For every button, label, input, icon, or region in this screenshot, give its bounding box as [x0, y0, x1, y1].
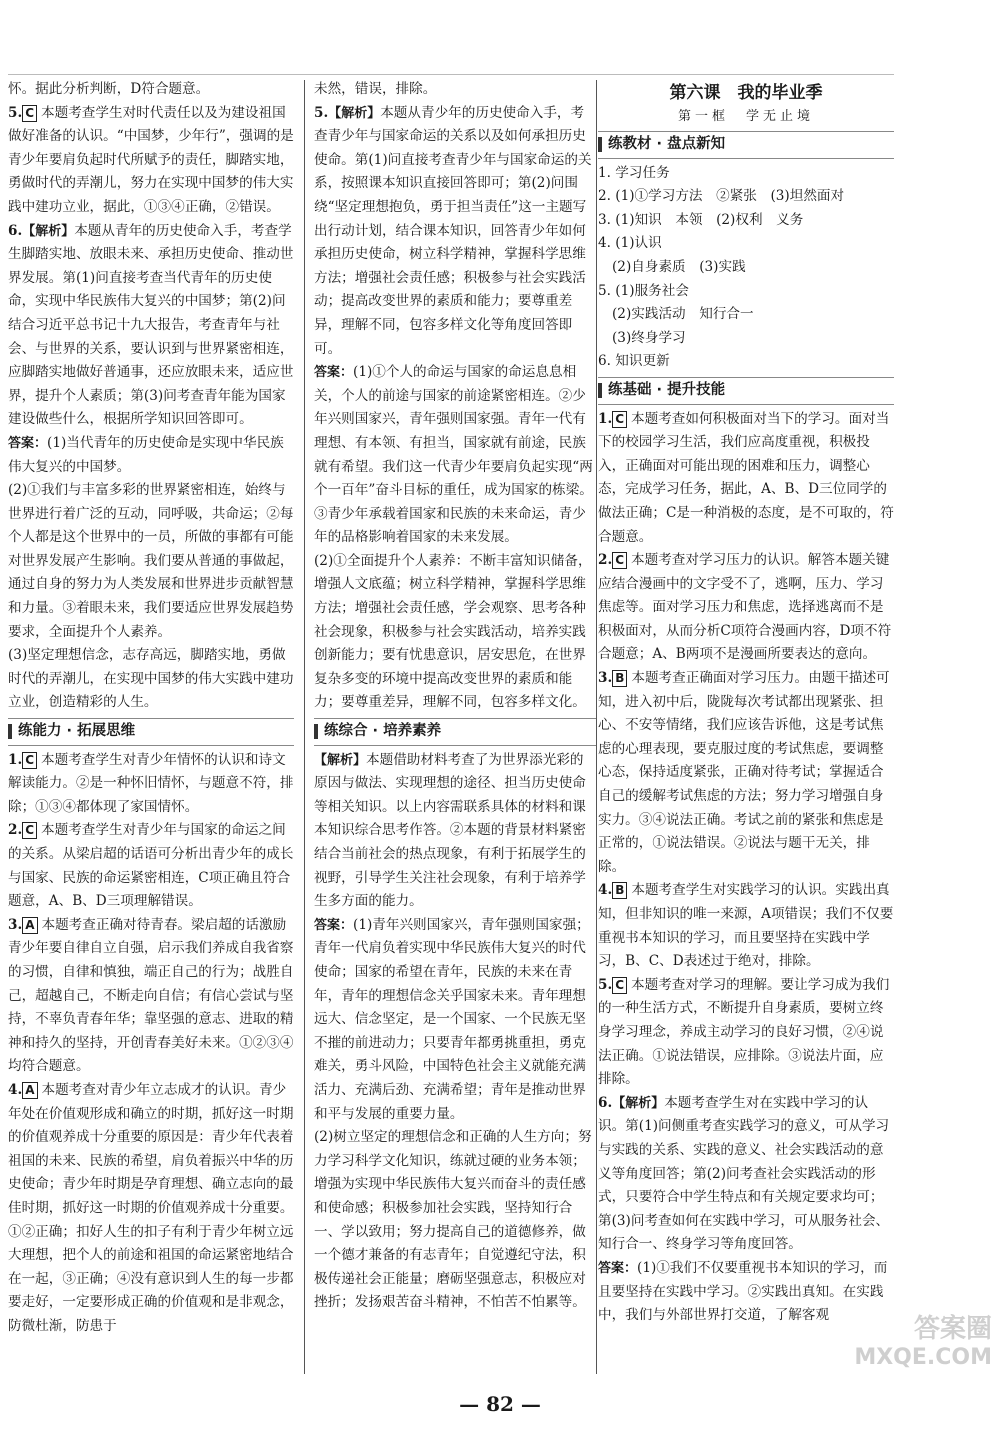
answer-text: (1)当代青年的历史使命是实现中华民族伟大复兴的中国梦。: [8, 434, 284, 475]
question-answer: [8, 819, 294, 913]
answer-tag: 答案：: [314, 917, 354, 933]
answer-choice-box: C: [22, 752, 37, 769]
question-answer: [8, 220, 294, 432]
answer-choice-box: B: [612, 882, 627, 899]
answer-tag: 答案：: [598, 1260, 638, 1276]
answer-line: 1. 学习任务: [598, 164, 670, 181]
question-answer: [598, 667, 894, 879]
watermark: [802, 1308, 992, 1418]
answer-paragraph: [314, 749, 596, 914]
section-marker-icon: [314, 724, 318, 739]
watermark-logo-text: 答案圈: [913, 1314, 992, 1344]
answer-paragraph: (2)树立坚定的理想信念和正确的人生方向；努力学习科学文化知识，练就过硬的业务本领；增强为实现中华民族伟大复兴而奋斗的责任感和使命感；积极参加社会实践，坚持知行合一、学以致用；努力提高自己的道德修养，做一个德才兼备的有志青年；自觉遵纪守法，积极传递社会正能量；磨砺坚强意志，积极应对挫折；发扬艰苦奋斗精神，不怕苦不怕累等。: [314, 1129, 592, 1311]
question-answer: [598, 1092, 894, 1257]
answer-paragraph: (3)坚定理想信念，志存高远，脚踏实地，勇做时代的弄潮儿，在实现中国梦的伟大实践中建功立业，创造精彩的人生。: [8, 647, 294, 711]
analysis-tag: 【解析】: [22, 223, 75, 239]
page-number: — 82 —: [459, 1392, 541, 1416]
answer-tag: 答案：: [8, 435, 48, 451]
answer-line: 2. (1)①学习方法 ②紧张 (3)坦然面对: [598, 188, 845, 205]
question-answer: [8, 914, 294, 1079]
explanation-text: 本题考查对学习的理解。要让学习成为我们的一种生活方式，不断提升自身素质，要树立终身学习理念，养成主动学习的良好习惯，②④说法正确。①说法错误，应排除。③说法片面，应排除。: [598, 976, 890, 1088]
answer-text: (1)①个人的命运与国家的命运息息相关，个人的前途与国家的前途紧密相连。②少年兴则国家兴，青年强则国家强。青年一代有理想、有本领、有担当，国家就有前途，民族就有希望。我们这一代青少年要肩负起实现“两个一百年”奋斗目标的重任，成为国家的栋梁。③青少年承载着国家和民族的未来命运，青少年的品格影响着国家的未来发展。: [314, 364, 593, 546]
answer-paragraph: [8, 432, 294, 479]
question-number: 2.: [598, 552, 613, 569]
analysis-tag: 【解析】: [328, 105, 381, 121]
question-answer: [8, 102, 294, 220]
answer-choice-box: A: [22, 917, 37, 934]
section-marker-icon: [8, 724, 12, 739]
explanation-text: 本题考查如何积极面对当下的学习。面对当下的校园学习生活，我们应高度重视，积极投入，正确面对可能出现的困难和压力，调整心态，完成学习任务，据此，A、B、D三位同学的做法正确；C是一种消极的态度，是不可取的，符合题意。: [598, 410, 894, 545]
answer-line: 5. (1)服务社会: [598, 282, 689, 299]
question-answer: [598, 549, 894, 667]
column-divider-1: [304, 80, 305, 1374]
question-number: 5.: [8, 104, 23, 121]
explanation-text: 本题从青少年的历史使命入手，考查青少年与国家命运的关系以及如何承担历史使命。第(1)问直接考查青少年与国家命运的关系，按照课本知识直接回答即可；第(2)问围绕“坚定理想抱负，勇于担当责任”这一主题写出行动计划，结合课本知识，回答青少年如何承担历史使命，树立科学精神，掌握科学思维方法；增强社会责任感；积极参与社会实践活动；提高改变世界的素质和能力；要尊重差异，理解不同，包容多样文化等角度回答即可。: [314, 104, 592, 357]
answer-choice-box: C: [22, 105, 37, 122]
answer-line: 4. (1)认识: [598, 235, 662, 252]
question-number: 3.: [8, 916, 23, 933]
question-number: 5.: [598, 976, 613, 993]
answer-text: 本题借助材料考查了为世界添光彩的原因与做法、实现理想的途径、担当历史使命等相关知识。以上内容需联系具体的材料和课本知识综合思考作答。②本题的背景材料紧密结合当前社会的热点现象，有利于拓展学生的视野，引导学生关注社会现象，有利于培养学生多方面的能力。: [314, 751, 586, 910]
section-title: 练基础 · 提升技能: [608, 381, 726, 398]
column-left: [8, 78, 294, 1378]
answer-choice-box: C: [612, 411, 627, 428]
answer-paragraph: 怀。据此分析判断，D符合题意。: [8, 81, 210, 97]
question-answer: [8, 1079, 294, 1339]
lesson-subtitle: 第一框 学无止境: [677, 109, 814, 124]
question-number: 6.: [8, 222, 23, 239]
question-number: 4.: [8, 1081, 23, 1098]
explanation-text: 本题考查对青少年立志成才的认识。青少年处在价值观形成和确立的时期，抓好这一时期的价值观养成十分重要的原因是：青少年代表着祖国的未来、民族的希望，肩负着振兴中华的历史使命；青少年时期是孕育理想、确立志向的最佳时期，抓好这一时期的价值观养成十分重要。①②正确；扣好人生的扣子有利于青少年树立远大理想，把个人的前途和祖国的命运紧密地结合在一起，③正确；④没有意识到人生的每一步都要走好，一定要形成正确的价值观和是非观念，防微杜渐，防患于: [8, 1081, 294, 1334]
section-header: [598, 377, 894, 405]
answer-paragraph: (2)①我们与丰富多彩的世界紧密相连，始终与世界进行着广泛的互动，同呼吸，共命运；②每个人都是这个世界中的一员，所做的事都有可能对世界发展产生影响。我们要从普通的事做起，通过自身的努力为人类发展和世界进步贡献智慧和力量。③着眼未来，我们要适应世界发展趋势要求，全面提升个人素养。: [8, 482, 294, 640]
answer-text: (1)青年兴则国家兴，青年强则国家强；青年一代肩负着实现中华民族伟大复兴的时代使命；国家的希望在青年，民族的未来在青年，青年的理想信念关乎国家未来。青年理想远大、信念坚定，是一个国家、一个民族无坚不摧的前进动力；只要青年都勇挑重担，勇克难关，勇斗风险，中国特色社会主义就能充满活力、充满后劲、充满希望；青年是推动世界和平与发展的重要力量。: [314, 916, 590, 1122]
column-divider-2: [596, 80, 597, 1374]
question-number: 1.: [598, 410, 613, 427]
question-number: 3.: [598, 670, 613, 687]
section-header: [314, 718, 596, 746]
section-header: [8, 718, 294, 746]
question-answer: [8, 749, 294, 820]
answer-choice-box: A: [22, 1082, 37, 1099]
explanation-text: 本题考查学生对时代责任以及为建设祖国做好准备的认识。“中国梦，少年行”，强调的是青少年要肩负起时代所赋予的责任，脚踏实地，勇做时代的弄潮儿，努力在实现中国梦的伟大实践中建功立业，据此，①③④正确，②错误。: [8, 104, 294, 215]
top-rule: [8, 74, 894, 75]
answer-tag: 答案：: [314, 365, 354, 381]
section-title: 练教材 · 盘点新知: [608, 136, 726, 152]
section-header: [598, 131, 894, 159]
answer-choice-box: B: [612, 670, 627, 687]
explanation-text: 本题考查正确面对学习压力。由题干描述可知，进入初中后，陇陇每次考试都出现紧张、担心、不安等情绪，我们应该告诉他，这是考试焦虑的心理表现，要克服过度的考试焦虑，要调整心态，保持适度紧张，正确对待考试；掌握适合自己的缓解考试焦虑的方法；努力学习增强自身实力。③④说法正确。考试之前的紧张和焦虑是正常的，①说法错误。②说法与题干无关，排除。: [598, 670, 890, 875]
question-answer: [598, 408, 894, 550]
question-number: 2.: [8, 822, 23, 839]
section-title: 练能力 · 拓展思维: [18, 723, 136, 740]
answer-choice-box: C: [612, 977, 627, 994]
answer-paragraph: [314, 914, 596, 1126]
answer-paragraph: 未然，错误，排除。: [314, 81, 437, 97]
question-answer: [598, 879, 894, 973]
answer-paragraph: [314, 361, 596, 550]
lesson-title: 第六课 我的毕业季: [669, 83, 823, 103]
section-title: 练综合 · 培养素养: [324, 723, 442, 740]
explanation-text: 本题考查学生对在实践中学习的认识。第(1)问侧重考查实践学习的意义，可从学习与实践的关系、实践的意义、社会实践活动的意义等角度回答；第(2)问考查社会实践活动的形式，只要符合中学生特点和有关规定要求均可；第(3)问考查如何在实践中学习，可从服务社会、知行合一、终身学习等角度回答。: [598, 1094, 890, 1253]
explanation-text: 本题考查正确对待青春。梁启超的话激励青少年要自律自立自强，启示我们养成自我省察的习惯，自律和慎独，端正自己的行为；战胜自己，超越自己，不断走向自信；有信心尝试与坚持，不辜负青春年华；靠坚强的意志、进取的精神和持久的坚持，开创青春美好未来。①②③④均符合题意。: [8, 916, 294, 1075]
question-answer: [598, 974, 894, 1092]
answer-choice-box: C: [22, 822, 37, 839]
question-answer: [314, 102, 596, 362]
question-number: 5.: [314, 104, 329, 121]
explanation-text: 本题考查对学习压力的认识。解答本题关键应结合漫画中的文字受不了，逃啊，压力、学习焦虑等。面对学习压力和焦虑，选择逃离而不是积极面对，从而分析C项符合漫画内容，D项不符合题意；A、B两项不是漫画所要表达的意向。: [598, 552, 892, 663]
explanation-text: 本题考查学生对实践学习的认识。实践出真知，但非知识的唯一来源，A项错误；我们不仅要重视书本知识的学习，而且要坚持在实践中学习，B、C、D表述过于绝对，排除。: [598, 882, 894, 970]
section-marker-icon: [598, 383, 602, 398]
question-number: 1.: [8, 751, 23, 768]
answer-text: (1)①我们不仅要重视书本知识的学习，而且要坚持在实践中学习。②实践出真知。在实践中，我们与外部世界打交道，了解客观: [598, 1259, 888, 1324]
analysis-tag: 【解析】: [612, 1095, 665, 1111]
explanation-text: 本题考查学生对青少年情怀的认识和诗文解读能力。②是一种怀旧情怀，与题意不符，排除；①③④都体现了家国情怀。: [8, 751, 294, 815]
explanation-text: 本题考查学生对青少年与国家的命运之间的关系。从梁启超的话语可分析出青少年的成长与国家、民族的命运紧密相连，C项正确且符合题意，A、B、D三项理解错误。: [8, 822, 294, 910]
answer-line: (2)实践活动 知行合一: [612, 306, 754, 323]
answer-line: (3)终身学习: [612, 329, 686, 346]
answer-line: 6. 知识更新: [598, 353, 670, 370]
answer-paragraph: (2)①全面提升个人素养：不断丰富知识储备，增强人文底蕴；树立科学精神，掌握科学思维方法；增强社会责任感，学会观察、思考各种社会现象，积极参与社会实践活动，培养实践创新能力；要有忧患意识，居安思危，在世界复杂多变的环境中提高改变世界的素质和能力；要尊重差异，理解不同，包容多样文化。: [314, 552, 592, 711]
question-number: 6.: [598, 1094, 613, 1111]
answer-line: (2)自身素质 (3)实践: [612, 258, 746, 275]
watermark-url: MXQE.COM: [854, 1345, 992, 1370]
question-number: 4.: [598, 882, 613, 899]
section-marker-icon: [598, 137, 602, 152]
explanation-text: 本题从青年的历史使命入手，考查学生脚踏实地、放眼未来、承担历史使命、推动世界发展。第(1)问直接考查当代青年的历史使命，实现中华民族伟大复兴的中国梦；第(2)问结合习近平总书记十九大报告，考查青年与社会、与世界的关系，要认识到与世界紧密相连，应脚踏实地做好普通事，还应放眼未来，适应世界，提升个人素质；第(3)问考查青年能为国家建设做些什么，根据所学知识回答即可。: [8, 222, 294, 428]
answer-tag: 【解析】: [314, 752, 367, 768]
answer-line: 3. (1)知识 本领 (2)权利 义务: [598, 211, 804, 228]
column-right: [598, 78, 894, 1378]
answer-choice-box: C: [612, 552, 627, 569]
column-middle: [314, 78, 596, 1378]
